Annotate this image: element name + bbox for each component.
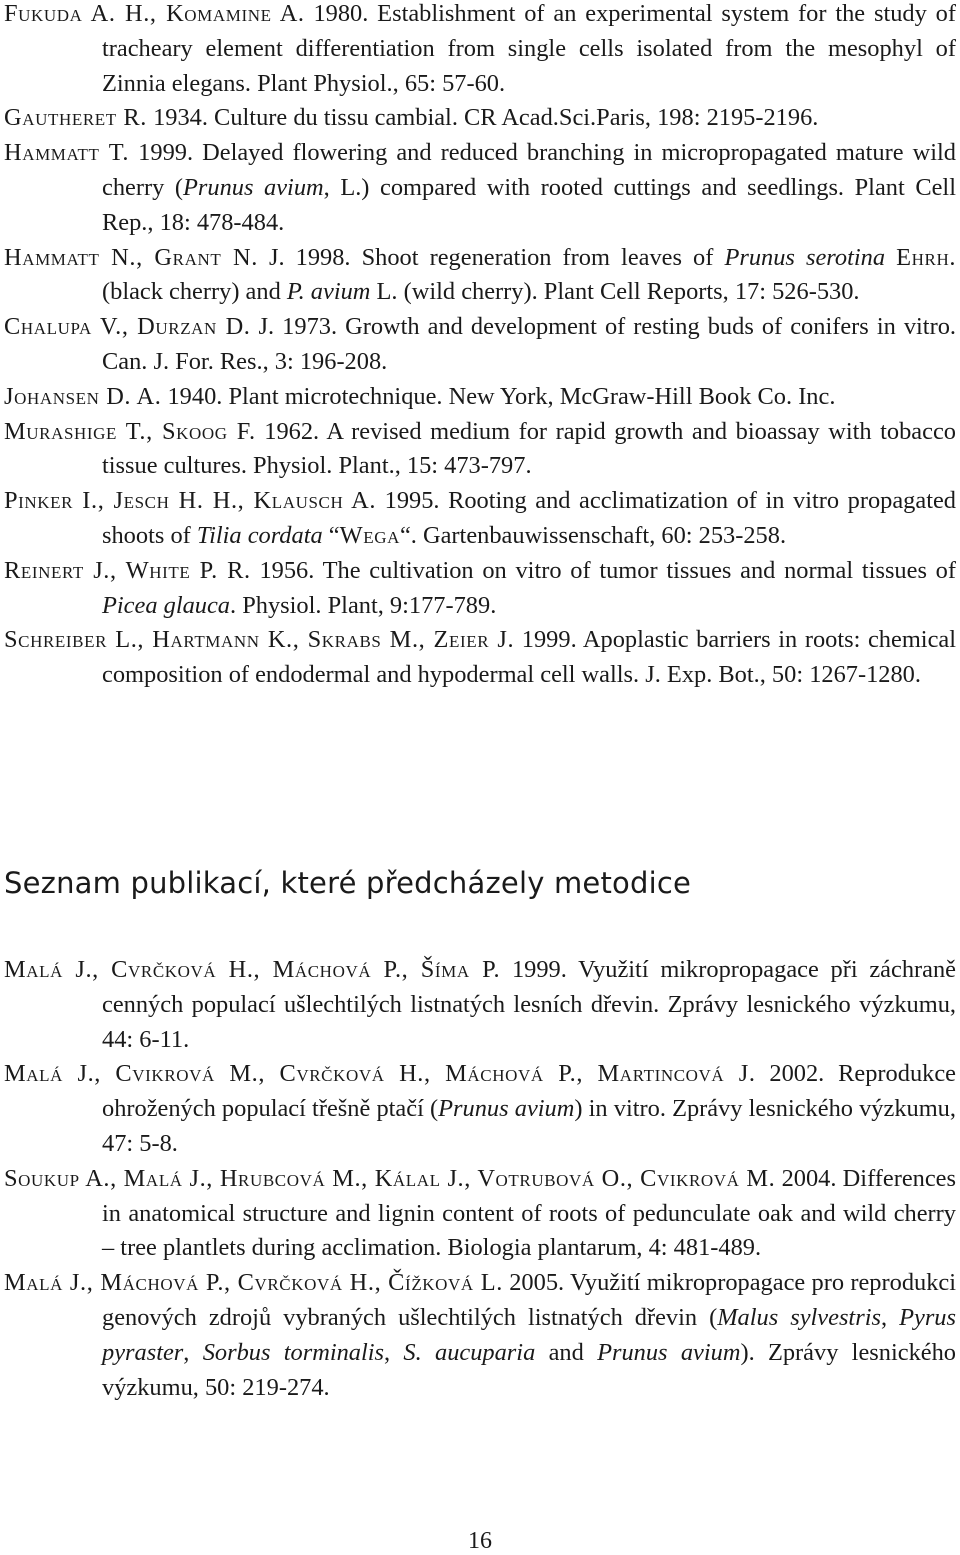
reference-text: , <box>183 1338 203 1366</box>
reference-entry <box>4 953 956 1057</box>
reference-authors: Soukup A., Malá J., Hrubcová M., Kálal J., Votrubová O., Cvikrová M. <box>4 1164 776 1192</box>
reference-text: 1956. The cultivation on vitro of tumor tissues and normal tissues of <box>250 556 956 584</box>
reference-text: and <box>535 1338 598 1366</box>
reference-text: J. 1973. Growth and development of resting buds of conifers in vitro. Can. J. For. Res., 3: 196-208. <box>102 313 957 375</box>
reference-authors: Wega <box>339 521 400 549</box>
reference-entry <box>4 136 956 240</box>
reference-text: . Physiol. Plant, 9:177-789. <box>230 591 497 619</box>
reference-text: , <box>384 1338 404 1366</box>
reference-italic-text: Picea glauca <box>102 591 231 619</box>
reference-text: 1934. Culture du tissu cambial. CR Acad.Sci.Paris, 198: 2195-2196. <box>146 104 819 132</box>
reference-text: 1980. Establishment of an experimental system for the study of tracheary element differentiation from single cells isolated from the mesophyl of Zinnia elegans. Plant Physiol., 65: 57-60. <box>102 0 956 97</box>
reference-text: 1995. Rooting and acclimatization of in vitro propagated shoots of <box>102 487 956 549</box>
reference-italic-text: Prunus avium <box>182 173 324 201</box>
reference-text: 1999. Využití mikropropagace při záchraně cenných populací ušlechtilých listnatých lesních dřevin. Zprávy lesnického výzkumu, 44: 6-11. <box>102 956 956 1053</box>
section-heading: Seznam publikací, které předcházely metodice <box>4 866 692 900</box>
reference-text: 1962. A revised medium for rapid growth and bioassay with tobacco tissue cultures. Physiol. Plant., 15: 473-797. <box>102 417 956 480</box>
reference-text: 2004. Differences in anatomical structure and lignin content of roots of pedunculate oak and wild cherry – tree plantlets during acclimation. Biologia plantarum, 4: 481-489. <box>102 1164 956 1262</box>
reference-italic-text: S. aucuparia <box>403 1338 536 1366</box>
reference-text: , <box>880 1303 900 1331</box>
reference-italic-text: P. avium <box>286 278 371 306</box>
reference-text: (black cherry) and <box>102 278 287 306</box>
reference-text: ) in vitro. Zprávy lesnického výzkumu, 47: 5-8. <box>102 1095 956 1157</box>
reference-text: “. Gartenbauwissenschaft, 60: 253-258. <box>399 521 787 549</box>
reference-authors: Malá J., Cvrčková H., Máchová P., Šíma P. <box>4 956 501 983</box>
reference-text: 1940. Plant microtechnique. New York, McGraw-Hill Book Co. Inc. <box>161 382 836 410</box>
reference-entry <box>4 241 956 311</box>
reference-text: 2002. Reprodukce ohrožených populací třešně ptačí ( <box>102 1060 956 1123</box>
reference-entry <box>4 380 956 415</box>
reference-entry <box>4 0 956 101</box>
reference-entry <box>4 310 956 380</box>
reference-text: 1999. Delayed flowering and reduced branching in micropropagated mature wild cherry ( <box>102 139 956 201</box>
reference-text <box>885 244 896 271</box>
reference-authors: Malá J., Cvikrová M., Cvrčková H., Máchová P., Martincová J. <box>4 1060 756 1088</box>
publication-list <box>0 953 960 1405</box>
reference-authors: Pinker I., Jesch H. H., Klausch A. <box>4 487 377 515</box>
reference-entry <box>4 1057 956 1161</box>
reference-authors: Malá J., Máchová P., Cvrčková H., Čížková L. <box>4 1269 503 1297</box>
reference-authors: Hammatt N., Grant N. <box>4 243 258 271</box>
reference-italic-text: Tilia cordata <box>196 521 323 549</box>
reference-entry <box>4 554 956 624</box>
reference-entry <box>4 1162 956 1266</box>
reference-italic-text: Sorbus torminalis <box>202 1338 385 1366</box>
reference-text: ). Zprávy lesnického výzkumu, 50: 219-274. <box>102 1338 956 1401</box>
reference-italic-text: Malus sylvestris <box>717 1303 881 1331</box>
reference-authors: Hammatt T. <box>4 139 130 167</box>
reference-italic-text: Pyrus pyraster <box>102 1303 956 1366</box>
reference-entry <box>4 484 956 554</box>
reference-authors: Chalupa V., Durzan D. <box>4 313 251 341</box>
reference-entry <box>4 1266 956 1405</box>
reference-italic-text: Prunus serotina <box>724 243 886 271</box>
reference-text: 2005. Využití mikropropagace pro reprodukci genových zdrojů vybraných ušlechtilých listnatých dřevin ( <box>102 1269 957 1331</box>
reference-entry <box>4 623 956 693</box>
reference-entry <box>4 101 956 136</box>
reference-authors: Gautheret R. <box>4 104 147 132</box>
page-number: 16 <box>468 1528 492 1554</box>
reference-text: 1999. Apoplastic barriers in roots: chemical composition of endodermal and hypodermal cell walls. J. Exp. Bot., 50: 1267-1280. <box>102 626 956 689</box>
reference-italic-text: Prunus avium <box>597 1338 741 1366</box>
reference-entry <box>4 415 956 485</box>
reference-authors: Schreiber L., Hartmann K., Skrabs M., Zeier J. <box>4 626 515 654</box>
reference-authors: Ehrh. <box>896 243 957 271</box>
reference-text: J. 1998. Shoot regeneration from leaves of <box>257 243 725 271</box>
reference-text: “ <box>322 521 340 549</box>
reference-list <box>0 0 960 693</box>
reference-authors: Reinert J., White P. R. <box>4 556 251 584</box>
reference-authors: Johansen D. A. <box>4 382 162 410</box>
reference-authors: Murashige T., Skoog F. <box>4 417 256 445</box>
reference-text: L. (wild cherry). Plant Cell Reports, 17: 526-530. <box>370 278 860 306</box>
reference-authors: Fukuda A. H., Komamine A. <box>4 0 305 27</box>
reference-italic-text: Prunus avium <box>438 1095 575 1123</box>
reference-text: , L.) compared with rooted cuttings and seedlings. Plant Cell Rep., 18: 478-484. <box>102 173 956 236</box>
